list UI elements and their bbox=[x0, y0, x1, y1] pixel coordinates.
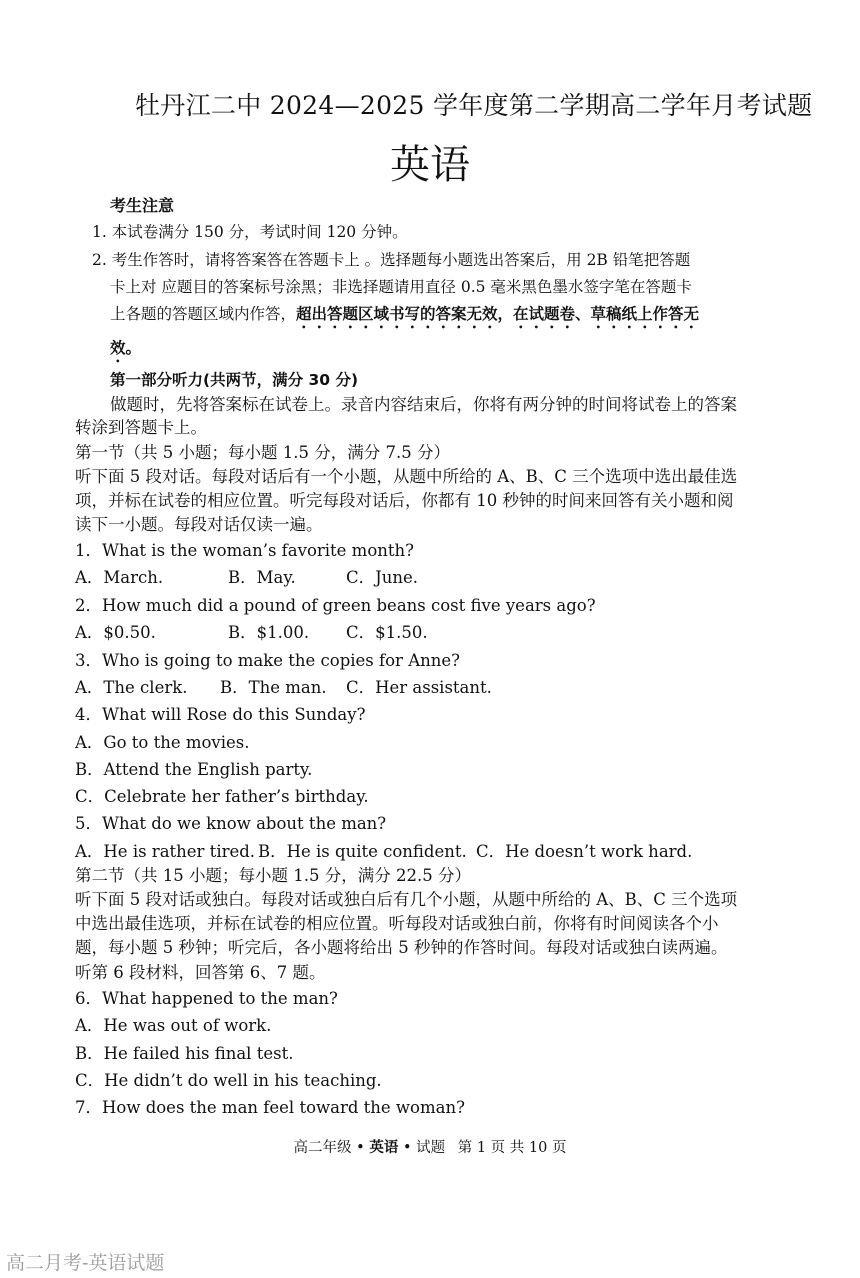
footer-page-info: 第 1 页 共 10 页 bbox=[457, 1140, 567, 1156]
footer-grade: 高二年级 bbox=[293, 1140, 352, 1156]
q2-options bbox=[75, 619, 428, 643]
q3-option-c: C．Her assistant. bbox=[346, 678, 492, 697]
notice-heading: 考生注意 bbox=[110, 196, 175, 215]
q6-option-c: C．He didn’t do well in his teaching. bbox=[75, 1071, 382, 1090]
q6-stem: 6．What happened to the man? bbox=[75, 989, 338, 1008]
q5-stem: 5．What do we know about the man? bbox=[75, 814, 387, 833]
q2-option-b: B．$1.00. bbox=[228, 623, 310, 642]
notice-item-2-line-2: 卡上对 应题目的答案标号涂黑；非选择题请用直径 0.5 毫米黑色墨水签字笔在答题卡 bbox=[110, 278, 692, 296]
notice-item-2-line-1: 2. 考生作答时，请将答案答在答题卡上 。选择题每小题选出答案后，用 2B 铅笔把答题 bbox=[92, 251, 691, 269]
q3-stem: 3．Who is going to make the copies for Anne? bbox=[75, 651, 460, 670]
q5-option-b: B．He is quite confident. bbox=[258, 842, 467, 861]
document-watermark: 高二月考-英语试题 bbox=[6, 1252, 165, 1274]
section2-instr-line-3: 题，每小题 5 秒钟；听完后，各小题将给出 5 秒钟的作答时间。每段对话或独白读两遍。 bbox=[75, 938, 728, 957]
exam-title: 牡丹江二中 2024—2025 学年度第二学期高二学年月考试题 bbox=[135, 91, 813, 120]
subject-title: 英语 bbox=[390, 142, 470, 188]
q5-option-c: C．He doesn’t work hard. bbox=[476, 842, 693, 861]
q5-options bbox=[75, 838, 692, 862]
q3-options bbox=[75, 674, 492, 698]
q1-option-a: A．March. bbox=[75, 568, 164, 587]
q4-option-c: C．Celebrate her father’s birthday. bbox=[75, 787, 369, 806]
q1-option-c: C．June. bbox=[346, 568, 419, 587]
footer-separator: • bbox=[402, 1140, 412, 1156]
q1-option-b: B．May. bbox=[228, 568, 296, 587]
q1-options bbox=[75, 564, 418, 588]
part1-intro-line-1: 做题时，先将答案标在试卷上。录音内容结束后，你将有两分钟的时间将试卷上的答案 bbox=[110, 395, 737, 414]
notice-item-1: 1. 本试卷满分 150 分，考试时间 120 分钟。 bbox=[92, 223, 408, 241]
section2-instr-line-2: 中选出最佳选项，并标在试卷的相应位置。听每段对话或独白前，你将有时间阅读各个小 bbox=[75, 914, 719, 933]
section1-instr-line-2: 项，并标在试卷的相应位置。听完每段对话后，你都有 10 秒钟的时间来回答有关小题和阅 bbox=[75, 491, 734, 510]
q4-option-a: A．Go to the movies. bbox=[75, 733, 250, 752]
part1-intro-line-2: 转涂到答题卡上。 bbox=[75, 418, 207, 437]
page-footer bbox=[0, 1136, 860, 1157]
q3-option-b: B．The man. bbox=[220, 678, 327, 697]
part1-heading: 第一部分听力(共两节，满分 30 分) bbox=[110, 371, 359, 389]
q6-option-b: B．He failed his final test. bbox=[75, 1044, 294, 1063]
footer-subject: 英语 bbox=[369, 1140, 399, 1156]
section1-heading: 第一节（共 5 小题；每小题 1.5 分，满分 7.5 分） bbox=[75, 443, 450, 462]
q4-option-b: B．Attend the English party. bbox=[75, 760, 313, 779]
q2-stem: 2．How much did a pound of green beans cost five years ago? bbox=[75, 596, 596, 615]
notice-emphasis-end: 效。 bbox=[110, 339, 142, 357]
q4-stem: 4．What will Rose do this Sunday? bbox=[75, 705, 366, 724]
notice-emphasis-text: 超出答题区域书写的答案无效，在试题卷、草稿纸上作答无 bbox=[296, 305, 700, 323]
footer-kind: 试题 bbox=[416, 1140, 446, 1156]
section1-instr-line-1: 听下面 5 段对话。每段对话后有一个小题，从题中所给的 A、B、C 三个选项中选出最佳选 bbox=[75, 467, 738, 486]
q5-option-a: A．He is rather tired. bbox=[75, 842, 256, 861]
q6-option-a: A．He was out of work. bbox=[75, 1016, 272, 1035]
notice-plain-text: 上各题的答题区域内作答， bbox=[110, 305, 297, 323]
notice-item-2-line-3 bbox=[110, 302, 699, 332]
footer-separator: • bbox=[356, 1140, 365, 1156]
section1-instr-line-3: 读下一小题。每段对话仅读一遍。 bbox=[75, 515, 323, 534]
section2-heading: 第二节（共 15 小题；每小题 1.5 分，满分 22.5 分） bbox=[75, 866, 471, 885]
section2-instr-line-1: 听下面 5 段对话或独白。每段对话或独白后有几个小题，从题中所给的 A、B、C 三个选项 bbox=[75, 890, 738, 909]
q2-option-c: C．$1.50. bbox=[346, 623, 428, 642]
q7-stem: 7．How does the man feel toward the woman? bbox=[75, 1098, 465, 1117]
q1-stem: 1．What is the woman’s favorite month? bbox=[75, 541, 414, 560]
q3-option-a: A．The clerk. bbox=[75, 678, 188, 697]
material-6-note: 听第 6 段材料，回答第 6、7 题。 bbox=[75, 963, 326, 982]
q2-option-a: A．$0.50. bbox=[75, 623, 156, 642]
